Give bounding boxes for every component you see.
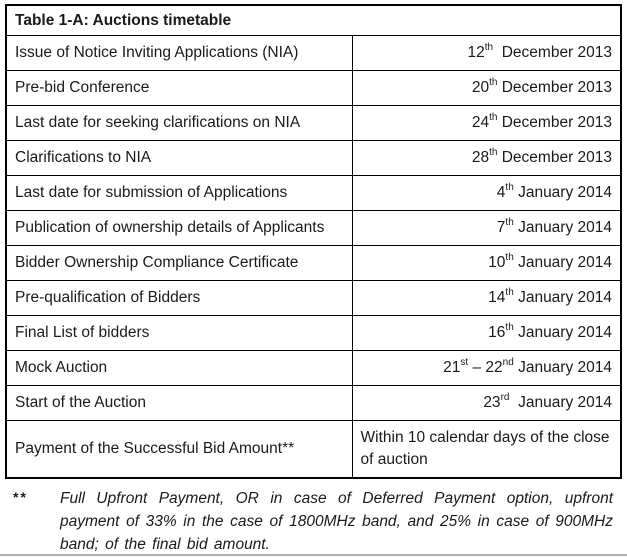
table-body — [6, 36, 621, 479]
date-cell — [352, 316, 621, 351]
ordinal-suffix: th — [505, 321, 514, 333]
event-cell: Mock Auction — [6, 351, 352, 386]
auctions-timetable — [5, 4, 622, 479]
footnote-marker: ** — [13, 489, 28, 505]
date-text: Within 10 calendar days of the close of auction — [360, 429, 610, 468]
event-cell: Publication of ownership details of Applicants — [6, 211, 352, 246]
date-text: 14 — [488, 289, 506, 306]
date-text: December 2013 — [497, 114, 613, 131]
event-cell: Start of the Auction — [6, 386, 352, 421]
bottom-edge-divider — [0, 554, 627, 556]
date-cell — [352, 176, 621, 211]
event-cell: Pre-qualification of Bidders — [6, 281, 352, 316]
ordinal-suffix: th — [489, 111, 498, 123]
ordinal-suffix: th — [505, 216, 514, 228]
event-cell: Last date for seeking clarifications on NIA — [6, 106, 352, 141]
table-header — [6, 5, 621, 36]
table-row — [6, 106, 621, 141]
date-text: December 2013 — [497, 79, 613, 96]
date-text: 7 — [496, 219, 506, 236]
ordinal-suffix: rd — [500, 391, 510, 403]
date-text: December 2013 — [497, 149, 613, 166]
event-cell: Clarifications to NIA — [6, 141, 352, 176]
date-text: January 2014 — [513, 324, 613, 341]
date-cell — [352, 36, 621, 71]
footnote-text: Full Upfront Payment, OR in case of Deferred Payment option, upfront payment of 33% in the case of 1800MHz band, and 25% in case of 900MHz band; of the final bid amount. — [60, 490, 613, 553]
date-text: 23 — [483, 394, 501, 411]
date-text: 4 — [496, 184, 506, 201]
ordinal-suffix: th — [489, 76, 498, 88]
date-cell — [352, 71, 621, 106]
table-row — [6, 36, 621, 71]
table-row — [6, 351, 621, 386]
table-row — [6, 211, 621, 246]
date-cell — [352, 141, 621, 176]
date-text: 28 — [471, 149, 490, 166]
date-text: 20 — [471, 79, 490, 96]
event-cell: Payment of the Successful Bid Amount** — [6, 421, 352, 479]
date-text: 21 — [443, 359, 461, 376]
date-cell — [352, 351, 621, 386]
date-cell — [352, 106, 621, 141]
footnote — [13, 487, 613, 556]
date-cell — [352, 421, 621, 479]
table-row — [6, 386, 621, 421]
date-text: January 2014 — [513, 254, 613, 271]
event-cell: Final List of bidders — [6, 316, 352, 351]
ordinal-suffix: th — [505, 286, 514, 298]
table-row — [6, 281, 621, 316]
date-text: – 22 — [468, 359, 503, 376]
date-text: January 2014 — [513, 359, 613, 376]
table-title: Table 1-A: Auctions timetable — [6, 5, 621, 36]
table-row — [6, 246, 621, 281]
ordinal-suffix: th — [505, 181, 514, 193]
event-cell: Pre-bid Conference — [6, 71, 352, 106]
event-cell: Bidder Ownership Compliance Certificate — [6, 246, 352, 281]
date-text: 24 — [471, 114, 490, 131]
table-row — [6, 316, 621, 351]
table-row — [6, 421, 621, 479]
table-row — [6, 176, 621, 211]
title-row — [6, 5, 621, 36]
date-cell — [352, 246, 621, 281]
date-text: 12 — [467, 44, 485, 61]
event-cell: Issue of Notice Inviting Applications (NIA) — [6, 36, 352, 71]
ordinal-suffix: nd — [502, 356, 514, 368]
date-cell — [352, 211, 621, 246]
date-text: 16 — [488, 324, 506, 341]
table-row — [6, 71, 621, 106]
event-cell: Last date for submission of Applications — [6, 176, 352, 211]
ordinal-suffix: th — [484, 41, 494, 53]
date-text: January 2014 — [513, 184, 613, 201]
ordinal-suffix: st — [460, 356, 469, 368]
date-text: January 2014 — [513, 289, 613, 306]
date-text: January 2014 — [513, 219, 613, 236]
ordinal-suffix: th — [505, 251, 514, 263]
date-text: December 2013 — [493, 44, 613, 61]
date-text: 10 — [488, 254, 506, 271]
table-row — [6, 141, 621, 176]
date-cell — [352, 281, 621, 316]
date-text: January 2014 — [509, 394, 613, 411]
date-cell — [352, 386, 621, 421]
ordinal-suffix: th — [489, 146, 498, 158]
